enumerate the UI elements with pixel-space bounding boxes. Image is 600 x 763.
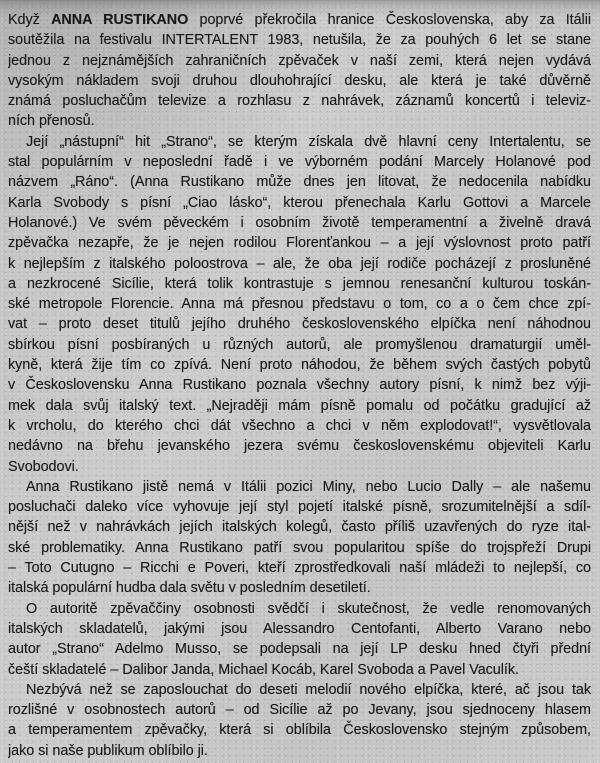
text-line: vysokým nákladem svoji druhou dlouhohrající desku, ale která je také důvěrně <box>8 72 591 89</box>
text-line: nedávno na břehu jevanského jezera svému československému objeviteli Karlu <box>8 438 591 455</box>
article-text <box>8 10 591 761</box>
text-line: nější než v nahrávkách jejích italských kolegů, často příliš uzavřených do ryze ital- <box>8 519 591 536</box>
text-line: Anna Rustikano jistě nemá v Itálii pozici Miny, nebo Lucio Dally – ale našemu <box>26 478 591 495</box>
text-line: k nejlepším z italského poloostrova – ale, že oba její rodiče pocházejí z prosluněné <box>8 255 591 272</box>
text-line: k vrcholu, do kterého chci dát všechno a chci v něm explodovat!“, vysvětlovala <box>8 417 591 434</box>
text-line: italských skladatelů, jakými jsou Alessandro Centofanti, Alberto Varano nebo <box>8 620 591 637</box>
text-segment: Když <box>8 12 52 28</box>
text-line: Svobodovi. <box>8 458 79 475</box>
text-line: soutěžila na festivalu INTERTALENT 1983, netušila, že za pouhých 6 let se stane <box>8 32 591 49</box>
text-line: Nezbývá než se zaposlouchat do deseti melodií nového elpíčka, které, ač jsou tak <box>26 681 591 698</box>
text-line: jednou z nejznámějších zahraničních zpěvaček v naší zemi, která nejen vydává <box>8 52 591 69</box>
text-line: názvem „Ráno“. (Anna Rustikano může dnes jen litovat, že nedocenila nabídku <box>8 174 591 191</box>
text-line: ních přenosů. <box>8 113 95 130</box>
text-line: a nezkrocené Sicílie, která tolik kontrastuje s jemnou renesanční kulturou toskán- <box>8 275 591 292</box>
text-line: sbírkou písní posbíraných u různých autorů, ale promyšlenou dramaturgií uměl- <box>8 336 591 353</box>
text-line: rozlišné v osobnostech autorů – od Sicílie až po Jevany, jsou sjednoceny hlasem <box>8 702 591 719</box>
text-line: italská populární hudba dala světu v posledním desetiletí. <box>8 580 371 597</box>
text-line <box>8 10 591 30</box>
text-line: Její „nástupní“ hit „Strano“, se kterým získala dvě hlavní ceny Intertalentu, se <box>26 133 591 150</box>
text-line: známá posluchačům televize a rozhlasu z nahrávek, záznamů koncertů i televiz- <box>8 93 591 110</box>
text-line: jako si naše publikum oblíbilo ji. <box>8 742 208 759</box>
text-line: – Toto Cutugno – Ricchi e Poveri, kteří zprostředkovali naší mládeži to nejlepší, co <box>8 560 591 577</box>
text-line: stal populárním v neposlední řadě i ve výborném podání Marcely Holanové pod <box>8 154 591 171</box>
text-line: posluchači daleko více vyhovuje její styl pojetí italské písně, srozumitelnější a sdíl- <box>8 499 591 516</box>
text-line: Holanové.) Ve svém pěveckém i osobním životě temperamentní a živelně dravá <box>8 214 591 231</box>
text-line: vat – proto deset titulů jejího druhého československého elpíčka není náhodnou <box>8 316 591 333</box>
text-line: autor „Strano“ Adelmo Musso, se podepsali na její LP desku hned čtyři přední <box>8 641 591 658</box>
artist-name-bold: ANNA RUSTIKANO <box>51 12 189 28</box>
text-line: kyně, která žije tím co zpívá. Není proto náhodou, že během svých častých pobytů <box>8 357 591 374</box>
text-line: mek dala svůj italský text. „Nejraději mám písně pomalu od počátku gradující až <box>8 397 591 414</box>
text-line: a temperamentem zpěvačky, která si oblíbila Československo stejným způsobem, <box>8 722 591 739</box>
text-line: čeští skladatelé – Dalibor Janda, Michael Kocáb, Karel Svoboda a Pavel Vaculík. <box>8 661 519 678</box>
text-line: ské problematiky. Anna Rustikano patří svou popularitou spíše do trojspřeží Drupi <box>8 539 591 556</box>
text-line: O autoritě zpěvaččiny osobnosti svědčí i skutečnost, že vedle renomovaných <box>26 600 591 617</box>
text-line: Karla Svobody s písní „Ciao lásko“, kterou přenechala Karlu Gottovi a Marcele <box>8 194 591 211</box>
text-line: v Československu Anna Rustikano poznala všechny autory písní, k nimž bez výji- <box>8 377 591 394</box>
text-line: ské metropole Florencie. Anna má přesnou představu o tom, co a o čem chce zpí- <box>8 296 591 313</box>
text-segment: poprvé překročila hranice Československa, aby za Itálii <box>188 12 591 28</box>
text-line: zpěvačka nezapře, že je nejen rodilou Florenťankou – a její výslovnost proto patří <box>8 235 591 252</box>
